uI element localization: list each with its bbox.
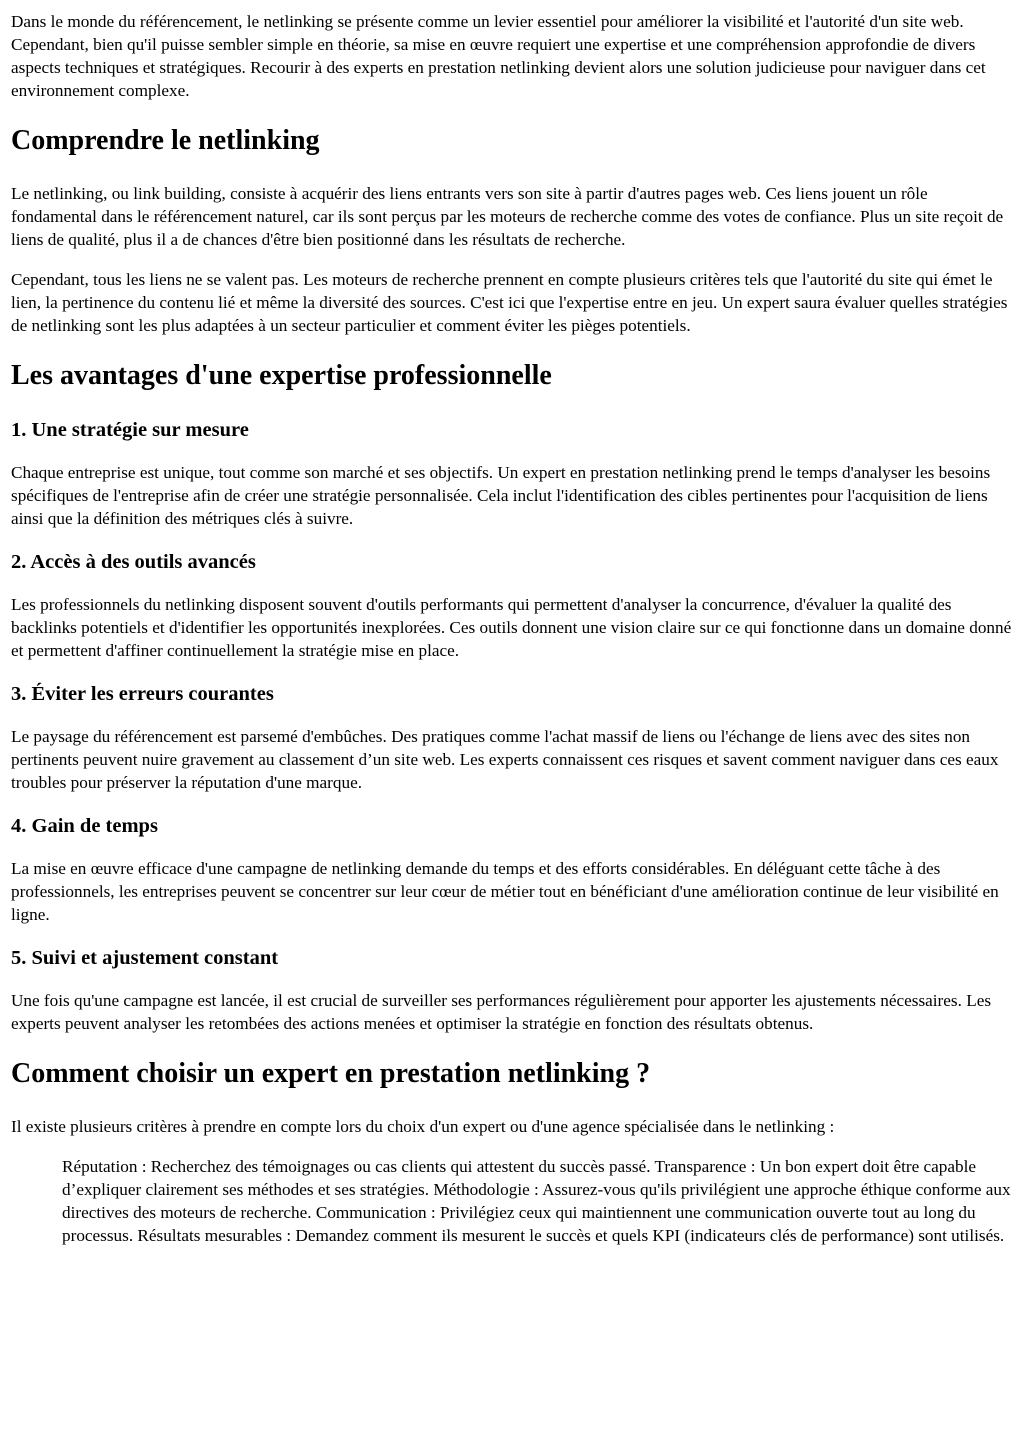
subheading-erreurs: 3. Éviter les erreurs courantes [11,683,274,705]
subheading-suivi: 5. Suivi et ajustement constant [11,947,279,969]
subheading-outils: 2. Accès à des outils avancés [11,551,256,573]
heading-choisir: Comment choisir un expert en prestation netlinking ? [11,1058,651,1089]
heading-comprendre: Comprendre le netlinking [11,125,320,156]
subheading-strategie: 1. Une stratégie sur mesure [11,419,249,441]
paragraph: Le paysage du référencement est parsemé d'embûches. Des pratiques comme l'achat massif de liens ou l'échange de liens avec des sites non pertinents peuvent nuire gravement au classement d’un site web. Les experts connaissent ces risques et savent comment naviguer dans ces eaux troubles pour préserver la réputation d'une marque. [11,727,999,792]
paragraph: Cependant, tous les liens ne se valent pas. Les moteurs de recherche prennent en compte plusieurs critères tels que l'autorité du site qui émet le lien, la pertinence du contenu lié et même la diversité des sources. C'est ici que l'expertise entre en jeu. Un expert saura évaluer quelles stratégies de netlinking sont les plus adaptées à un secteur particulier et comment éviter les pièges potentiels. [11,270,1008,335]
paragraph: Chaque entreprise est unique, tout comme son marché et ses objectifs. Un expert en prestation netlinking prend le temps d'analyser les besoins spécifiques de l'entreprise afin de créer une stratégie personnalisée. Cela inclut l'identification des cibles pertinentes pour l'acquisition de liens ainsi que la définition des métriques clés à suivre. [11,463,991,528]
criteria-blockquote: Réputation : Recherchez des témoignages ou cas clients qui attestent du succès passé. Transparence : Un bon expert doit être capable d’expliquer clairement ses méthodes et ses stratégies. Méthodologie : Assurez-vous qu'ils privilégient une approche éthique conforme aux directives des moteurs de recherche. Communication : Privilégiez ceux qui maintiennent une communication ouverte tout au long du processus. Résultats mesurables : Demandez comment ils mesurent le succès et quels KPI (indicateurs clés de performance) sont utilisés. [62,1157,1011,1245]
subheading-temps: 4. Gain de temps [11,815,158,837]
paragraph: Les professionnels du netlinking disposent souvent d'outils performants qui permettent d'analyser la concurrence, d'évaluer la qualité des backlinks potentiels et d'identifier les opportunités inexplorées. Ces outils donnent une vision claire sur ce qui fonctionne dans un domaine donné et permettent d'affiner continuellement la stratégie mise en place. [11,595,1012,660]
paragraph: La mise en œuvre efficace d'une campagne de netlinking demande du temps et des efforts considérables. En déléguant cette tâche à des professionnels, les entreprises peuvent se concentrer sur leur cœur de métier tout en bénéficiant d'une amélioration continue de leur visibilité en ligne. [11,859,999,924]
paragraph: Il existe plusieurs critères à prendre en compte lors du choix d'un expert ou d'une agence spécialisée dans le netlinking : [11,1117,835,1136]
paragraph: Le netlinking, ou link building, consiste à acquérir des liens entrants vers son site à partir d'autres pages web. Ces liens jouent un rôle fondamental dans le référencement naturel, car ils sont perçus par les moteurs de recherche comme des votes de confiance. Plus un site reçoit de liens de qualité, plus il a de chances d'être bien positionné dans les résultats de recherche. [11,184,1004,249]
paragraph: Une fois qu'une campagne est lancée, il est crucial de surveiller ses performances régulièrement pour apporter les ajustements nécessaires. Les experts peuvent analyser les retombées des actions menées et optimiser la stratégie en fonction des résultats obtenus. [11,991,992,1033]
heading-avantages: Les avantages d'une expertise professionnelle [11,360,552,391]
intro-paragraph: Dans le monde du référencement, le netlinking se présente comme un levier essentiel pour améliorer la visibilité et l'autorité d'un site web. Cependant, bien qu'il puisse sembler simple en théorie, sa mise en œuvre requiert une expertise et une compréhension approfondie de divers aspects techniques et stratégiques. Recourir à des experts en prestation netlinking devient alors une solution judicieuse pour naviguer dans cet environnement complexe. [11,12,986,100]
